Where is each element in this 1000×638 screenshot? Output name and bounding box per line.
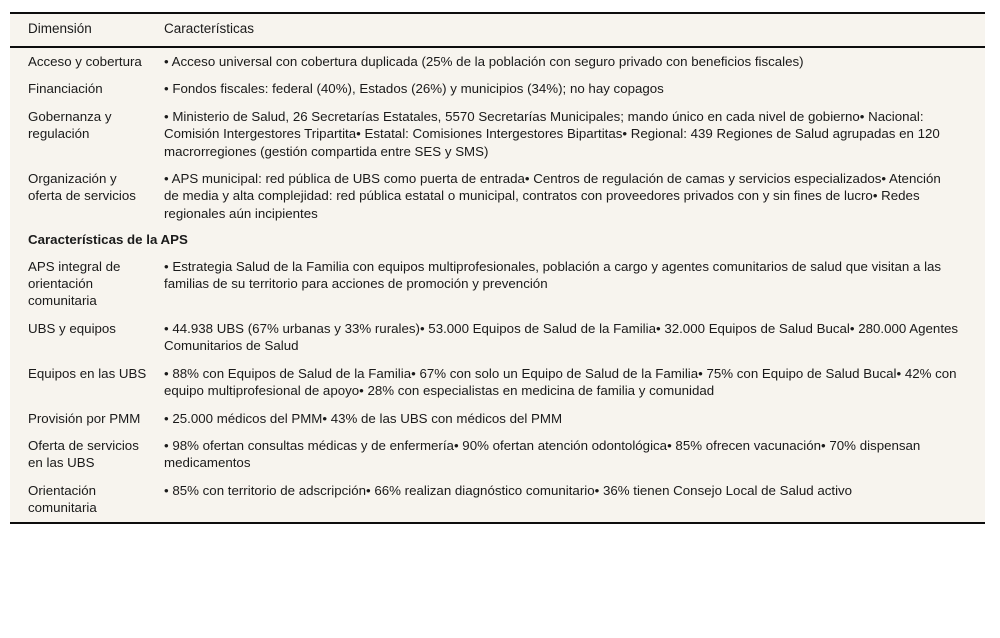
cell-dimension: Oferta de servicios en las UBS xyxy=(10,432,162,477)
cell-dimension: APS integral de orientación comunitaria xyxy=(10,253,162,315)
characteristics-table-container xyxy=(10,12,985,524)
cell-dimension: Organización y oferta de servicios xyxy=(10,165,162,227)
cell-characteristics: • 85% con territorio de adscripción• 66% realizan diagnóstico comunitario• 36% tienen Consejo Local de Salud activo xyxy=(162,477,985,522)
cell-characteristics: • Ministerio de Salud, 26 Secretarías Estatales, 5570 Secretarías Municipales; mando único en cada nivel de gobierno• Nacional: Comisión Intergestores Tripartita• Estatal: Comisiones Intergestores Bipartitas• Regional: 439 Regiones de Salud agrupadas en 120 macrorregiones (gestión compartida entre SES y SMS) xyxy=(162,103,985,165)
table-row xyxy=(10,315,985,360)
cell-characteristics: • 44.938 UBS (67% urbanas y 33% rurales)• 53.000 Equipos de Salud de la Familia• 32.000 Equipos de Salud Bucal• 280.000 Agentes Comunitarios de Salud xyxy=(162,315,985,360)
table-row xyxy=(10,103,985,165)
table-row xyxy=(10,432,985,477)
column-header-dimension: Dimensión xyxy=(10,14,162,47)
table-row xyxy=(10,477,985,522)
cell-dimension: Acceso y cobertura xyxy=(10,47,162,75)
table-row xyxy=(10,47,985,75)
cell-dimension: Provisión por PMM xyxy=(10,405,162,432)
table-row xyxy=(10,253,985,315)
cell-characteristics: • Acceso universal con cobertura duplicada (25% de la población con seguro privado con beneficios fiscales) xyxy=(162,47,985,75)
table-row xyxy=(10,75,985,102)
cell-characteristics: • 98% ofertan consultas médicas y de enfermería• 90% ofertan atención odontológica• 85% ofrecen vacunación• 70% dispensan medicamentos xyxy=(162,432,985,477)
cell-dimension: Financiación xyxy=(10,75,162,102)
characteristics-table xyxy=(10,14,985,522)
column-header-characteristics: Características xyxy=(162,14,985,47)
table-body xyxy=(10,47,985,522)
cell-dimension: Orientación comunitaria xyxy=(10,477,162,522)
cell-characteristics: • APS municipal: red pública de UBS como puerta de entrada• Centros de regulación de camas y servicios especializados• Atención de media y alta complejidad: red pública estatal o municipal, contratos con proveedores privados con y sin fines de lucro• Redes regionales aún incipientes xyxy=(162,165,985,227)
table-row xyxy=(10,165,985,227)
cell-dimension: UBS y equipos xyxy=(10,315,162,360)
cell-characteristics: • Estrategia Salud de la Familia con equipos multiprofesionales, población a cargo y agentes comunitarios de salud que visitan a las familias de su territorio para acciones de promoción y prevención xyxy=(162,253,985,315)
cell-dimension: Gobernanza y regulación xyxy=(10,103,162,165)
section-label: Características de la APS xyxy=(10,227,985,252)
cell-characteristics: • Fondos fiscales: federal (40%), Estados (26%) y municipios (34%); no hay copagos xyxy=(162,75,985,102)
cell-dimension: Equipos en las UBS xyxy=(10,360,162,405)
cell-characteristics: • 25.000 médicos del PMM• 43% de las UBS con médicos del PMM xyxy=(162,405,985,432)
table-header-row xyxy=(10,14,985,47)
table-header xyxy=(10,14,985,47)
table-row xyxy=(10,405,985,432)
cell-characteristics: • 88% con Equipos de Salud de la Familia• 67% con solo un Equipo de Salud de la Familia• 75% con Equipo de Salud Bucal• 42% con equipo multiprofesional de apoyo• 28% con especialistas en medicina de familia y comunidad xyxy=(162,360,985,405)
table-section-row xyxy=(10,227,985,252)
table-row xyxy=(10,360,985,405)
